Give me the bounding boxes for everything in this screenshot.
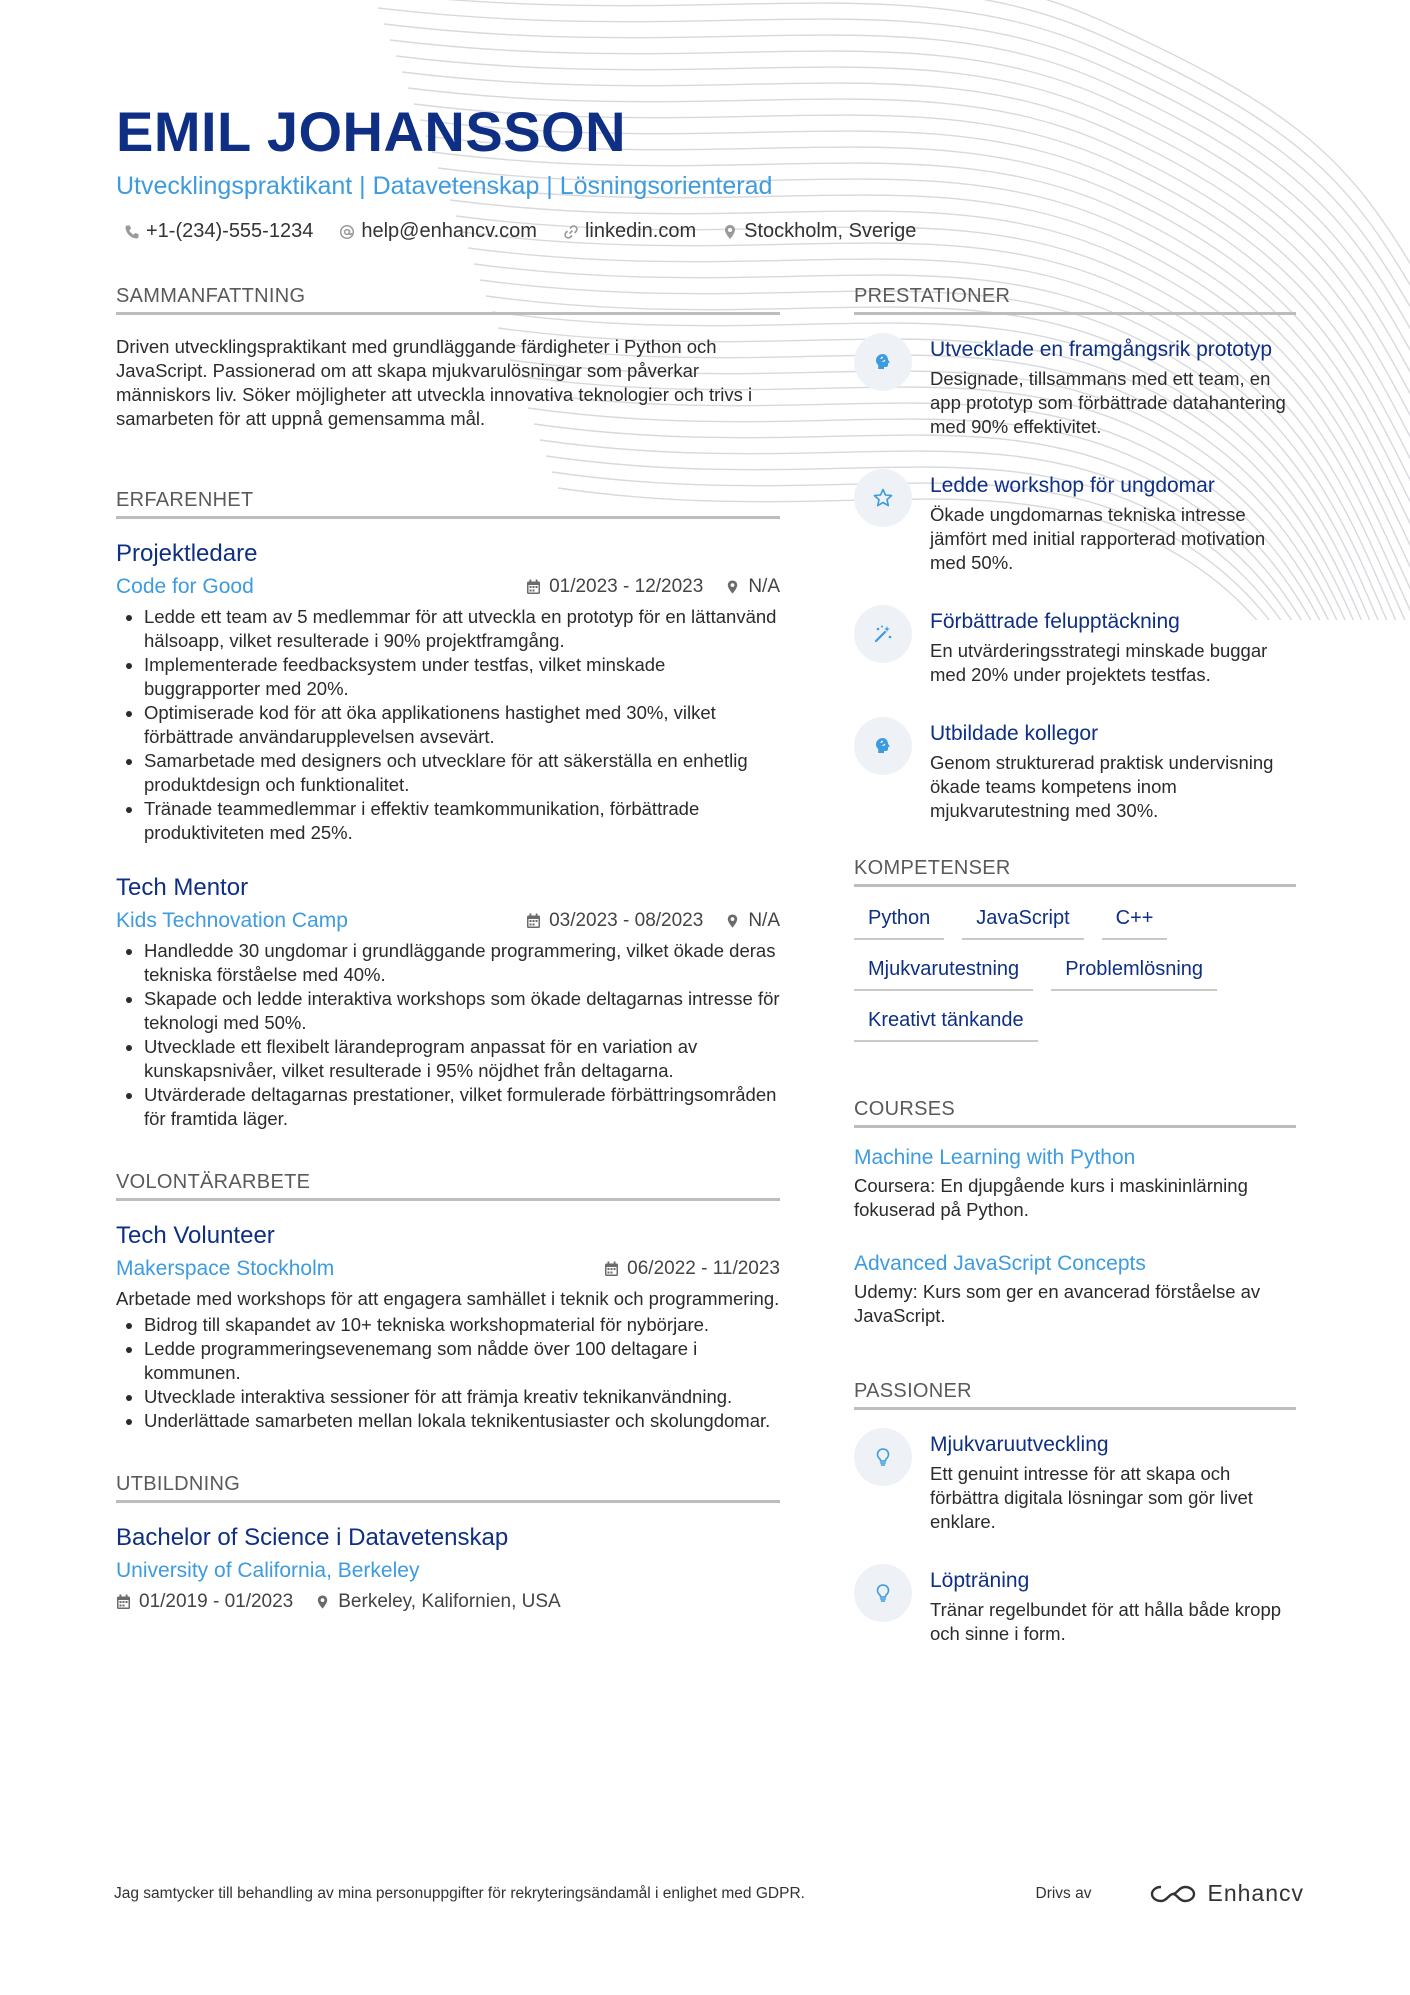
achievement-desc: Designade, tillsammans med ett team, en app prototyp som förbättrade datahantering med 90% effektivitet. xyxy=(930,368,1286,437)
volunteer-bullet: • Utvecklade interaktiva sessioner för att främja kreativ teknikanvändning. xyxy=(144,1385,780,1409)
powered-by: Drivs av xyxy=(1035,1884,1092,1902)
job-meta xyxy=(526,576,780,598)
infinity-logo-icon xyxy=(1149,1882,1197,1906)
education-location-text: Berkeley, Kalifornien, USA xyxy=(338,1591,561,1612)
location-text: Stockholm, Sverige xyxy=(744,220,917,242)
passions-heading: PASSIONER xyxy=(854,1380,1296,1410)
left-column xyxy=(116,285,780,1613)
location-pin-icon xyxy=(725,913,740,929)
volunteer-meta-row xyxy=(116,1257,780,1281)
course-title: Advanced JavaScript Concepts xyxy=(854,1252,1146,1275)
skill-tag: Kreativt tänkande xyxy=(854,1005,1038,1042)
lightbulb-icon xyxy=(872,1582,894,1604)
education-location xyxy=(315,1591,560,1613)
achievement-title: Utbildade kollegor xyxy=(930,722,1099,745)
volunteer-bullet: • Ledde programmeringsevenemang som nådde över 100 deltagare i kommunen. xyxy=(144,1337,780,1385)
job-meta xyxy=(526,910,780,932)
course-title: Machine Learning with Python xyxy=(854,1146,1136,1169)
phone-text: +1-(234)-555-1234 xyxy=(146,220,314,242)
passion-icon-badge xyxy=(854,1564,912,1622)
volunteer-bullets xyxy=(116,1313,780,1433)
star-icon xyxy=(872,487,894,509)
job-bullet: • Ledde ett team av 5 medlemmar för att utveckla en prototyp för en lättanvänd hälsoapp, vilket resulterade i 90% projektframgång. xyxy=(144,605,780,653)
education-section xyxy=(116,1473,780,1613)
achievements-heading: PRESTATIONER xyxy=(854,285,1296,315)
passion-item xyxy=(854,1432,1296,1534)
education-dates xyxy=(116,1591,293,1613)
passion-body xyxy=(930,1432,1296,1534)
at-icon xyxy=(339,224,355,240)
contact-phone xyxy=(124,220,313,243)
job-bullet: • Implementerade feedbacksystem under testfas, vilket minskade buggrapporter med 20%. xyxy=(144,653,780,701)
skill-tag: JavaScript xyxy=(962,903,1083,940)
passions-section xyxy=(854,1380,1296,1646)
course-desc: Udemy: Kurs som ger en avancerad förståelse av JavaScript. xyxy=(854,1281,1261,1326)
job-bullets xyxy=(116,605,780,845)
volunteer-org: Makerspace Stockholm xyxy=(116,1257,335,1280)
achievement-item xyxy=(854,337,1296,439)
skills-list xyxy=(854,903,1296,1042)
education-school: University of California, Berkeley xyxy=(116,1559,420,1582)
summary-section xyxy=(116,285,780,431)
job-bullet: • Utvärderade deltagarnas prestationer, vilket formulerade förbättringsområden för framtida läger. xyxy=(144,1083,780,1131)
job-dates-text: 01/2023 - 12/2023 xyxy=(549,576,704,597)
skill-tag: Mjukvarutestning xyxy=(854,954,1033,991)
job-bullet: • Tränade teammedlemmar i effektiv teamkommunikation, förbättrade produktiviteten med 25%. xyxy=(144,797,780,845)
experience-heading: ERFARENHET xyxy=(116,489,780,519)
achievement-title: Utvecklade en framgångsrik prototyp xyxy=(930,338,1272,361)
education-heading: UTBILDNING xyxy=(116,1473,780,1503)
job-location-text: N/A xyxy=(748,576,780,597)
education-dates-text: 01/2019 - 01/2023 xyxy=(139,1591,294,1612)
job-title: Tech Mentor xyxy=(116,874,249,901)
achievement-icon-badge xyxy=(854,333,912,391)
location-pin-icon xyxy=(315,1594,330,1610)
contact-location xyxy=(722,220,916,243)
passion-desc: Tränar regelbundet för att hålla både kropp och sinne i form. xyxy=(930,1599,1282,1644)
achievement-item xyxy=(854,473,1296,575)
lightbulb-icon xyxy=(872,1446,894,1468)
link-icon xyxy=(563,224,579,240)
course-item xyxy=(854,1250,1296,1328)
job-entry xyxy=(116,873,780,1131)
brain-icon xyxy=(872,735,894,757)
passion-icon-badge xyxy=(854,1428,912,1486)
job-dates xyxy=(526,910,703,932)
job-entry xyxy=(116,539,780,845)
courses-section xyxy=(854,1098,1296,1328)
email-text: help@enhancv.com xyxy=(361,220,537,242)
volunteer-title: Tech Volunteer xyxy=(116,1222,275,1249)
volunteer-bullet: • Bidrog till skapandet av 10+ tekniska workshopmaterial för nybörjare. xyxy=(144,1313,780,1337)
calendar-icon xyxy=(604,1261,619,1277)
passion-title: Mjukvaruutveckling xyxy=(930,1433,1109,1456)
passion-body xyxy=(930,1568,1296,1646)
right-column xyxy=(854,285,1296,1680)
candidate-title: Utvecklingspraktikant | Datavetenskap | Lösningsorienterad xyxy=(116,172,773,200)
resume-header xyxy=(116,100,1296,243)
job-location xyxy=(725,910,780,932)
contact-linkedin[interactable] xyxy=(563,220,696,243)
achievement-body xyxy=(930,609,1296,687)
passion-item xyxy=(854,1568,1296,1646)
courses-heading: COURSES xyxy=(854,1098,1296,1128)
achievement-desc: Genom strukturerad praktisk undervisning ökade teams kompetens inom mjukvarutestning med 30%. xyxy=(930,752,1274,821)
achievement-body xyxy=(930,721,1296,823)
experience-section xyxy=(116,489,780,1131)
achievement-body xyxy=(930,473,1296,575)
achievement-icon-badge xyxy=(854,605,912,663)
skill-tag: Python xyxy=(854,903,944,940)
skill-tag: C++ xyxy=(1102,903,1168,940)
job-bullets xyxy=(116,939,780,1131)
magic-wand-icon xyxy=(872,623,894,645)
brand-name: Enhancv xyxy=(1207,1880,1304,1906)
volunteer-section xyxy=(116,1171,780,1433)
contact-row xyxy=(116,220,1296,243)
course-desc: Coursera: En djupgående kurs i maskininlärning fokuserad på Python. xyxy=(854,1175,1248,1220)
course-item xyxy=(854,1144,1296,1222)
volunteer-heading: VOLONTÄRARBETE xyxy=(116,1171,780,1201)
achievement-icon-badge xyxy=(854,717,912,775)
skills-heading: KOMPETENSER xyxy=(854,857,1296,887)
volunteer-description: Arbetade med workshops för att engagera samhället i teknik och programmering. xyxy=(116,1288,780,1309)
job-dates-text: 03/2023 - 08/2023 xyxy=(549,910,704,931)
achievement-desc: Ökade ungdomarnas tekniska intresse jämfört med initial rapporterad motivation med 50%. xyxy=(930,504,1266,573)
linkedin-text: linkedin.com xyxy=(584,220,697,242)
volunteer-dates-text: 06/2022 - 11/2023 xyxy=(627,1258,780,1279)
summary-heading: SAMMANFATTNING xyxy=(116,285,780,315)
page-footer xyxy=(114,1880,1304,1907)
job-company: Code for Good xyxy=(116,575,254,598)
summary-text: Driven utvecklingspraktikant med grundläggande färdigheter i Python och JavaScript. Passionerad om att skapa mjukvarulösningar som påverkar människors liv. Söker möjligheter att utveckla innovativa teknologier och trivs i samarbeten för att uppnå gemensamma mål. xyxy=(116,336,753,429)
job-bullet: • Skapade och ledde interaktiva workshops som ökade deltagarnas intresse för teknologi med 50%. xyxy=(144,987,780,1035)
volunteer-dates xyxy=(604,1258,780,1280)
job-bullet: • Optimiserade kod för att öka applikationens hastighet med 30%, vilket förbättrade användarupplevelsen avsevärt. xyxy=(144,701,780,749)
enhancv-logo[interactable] xyxy=(1149,1880,1304,1907)
achievement-title: Förbättrade felupptäckning xyxy=(930,610,1180,633)
job-location-text: N/A xyxy=(748,910,780,931)
achievement-item xyxy=(854,609,1296,687)
job-meta-row xyxy=(116,575,780,599)
job-dates xyxy=(526,576,703,598)
calendar-icon xyxy=(526,579,541,595)
location-pin-icon xyxy=(725,579,740,595)
achievement-item xyxy=(854,721,1296,823)
job-company: Kids Technovation Camp xyxy=(116,909,348,932)
volunteer-meta xyxy=(604,1258,780,1280)
passion-title: Löpträning xyxy=(930,1569,1030,1592)
volunteer-bullet: • Underlättade samarbeten mellan lokala teknikentusiaster och skolungdomar. xyxy=(144,1409,780,1433)
candidate-name: EMIL JOHANSSON xyxy=(116,100,627,163)
brain-icon xyxy=(872,351,894,373)
skills-section xyxy=(854,857,1296,1042)
education-meta xyxy=(116,1591,780,1613)
job-bullet: • Samarbetade med designers och utvecklare för att säkerställa en enhetlig produktdesign och funktionalitet. xyxy=(144,749,780,797)
contact-email[interactable] xyxy=(339,220,537,243)
achievement-body xyxy=(930,337,1296,439)
job-bullet: • Utvecklade ett flexibelt lärandeprogram anpassat för en variation av kunskapsnivåer, vilket resulterade i 95% nöjdhet från deltagarna. xyxy=(144,1035,780,1083)
achievement-icon-badge xyxy=(854,469,912,527)
location-pin-icon xyxy=(722,224,738,240)
calendar-icon xyxy=(526,913,541,929)
gdpr-consent: Jag samtycker till behandling av mina personuppgifter för rekryteringsändamål i enlighet med GDPR. xyxy=(114,1884,805,1902)
job-location xyxy=(725,576,780,598)
job-title: Projektledare xyxy=(116,540,258,567)
job-bullet: • Handledde 30 ungdomar i grundläggande programmering, vilket ökade deras tekniska förståelse med 40%. xyxy=(144,939,780,987)
calendar-icon xyxy=(116,1594,131,1610)
education-degree: Bachelor of Science i Datavetenskap xyxy=(116,1524,509,1551)
achievements-section xyxy=(854,285,1296,823)
skill-tag: Problemlösning xyxy=(1051,954,1217,991)
passion-desc: Ett genuint intresse för att skapa och förbättra digitala lösningar som gör livet enklare. xyxy=(930,1463,1253,1532)
achievement-title: Ledde workshop för ungdomar xyxy=(930,474,1215,497)
job-meta-row xyxy=(116,909,780,933)
achievement-desc: En utvärderingsstrategi minskade buggar med 20% under projektets testfas. xyxy=(930,640,1268,685)
phone-icon xyxy=(124,224,140,240)
